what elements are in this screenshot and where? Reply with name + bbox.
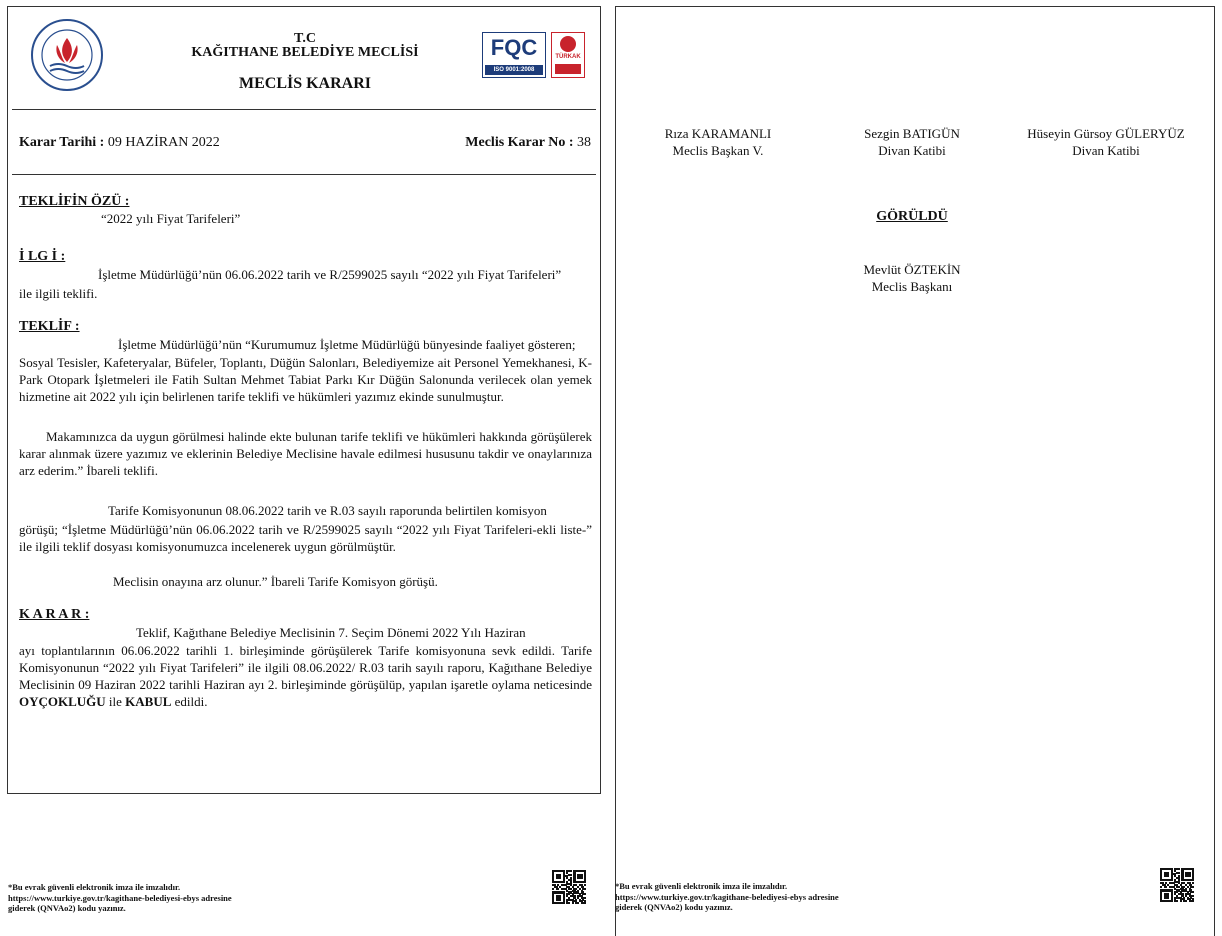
document-title: MECLİS KARARI [238, 75, 371, 92]
fqc-certification-logo [482, 32, 546, 78]
turkak-accreditation-logo [551, 32, 585, 78]
left-footer-line3: giderek (QNVAo2) kodu yazınız. [8, 903, 126, 913]
karar-rest [19, 642, 592, 710]
karar-ile: ile [108, 694, 122, 709]
signature-1-title: Meclis Başkan V. [672, 143, 764, 158]
karar-rest-text: ayı toplantılarının 06.06.2022 tarihli 1. birleşiminde görüşülerek Tarife komisyonuna sevk edildi. Tarife Komisyonunun “2022 yılı Fiyat Tarifeleri” ile ilgili 08.06.2022/ R.03 tarih sayılı raporu, Kağıthane Belediye Meclisinin 09 Haziran 2022 tarihli Haziran ayı 2. birleşiminde görüşülüp, yapılan işaretle oylama neticesinde [19, 643, 592, 692]
signature-2-title: Divan Katibi [878, 143, 946, 158]
header-divider [12, 109, 596, 110]
fqc-logo-text: FQC [490, 35, 538, 60]
karar-end: edildi. [174, 694, 208, 709]
komisyon-rest: görüşü; “İşletme Müdürlüğü’nün 06.06.2022 tarih ve R/2599025 sayılı “2022 yılı Fiyat Tarifeleri-ekli liste-” ile ilgili teklif dosyası komisyonumuzca incelenerek uygun görülmüştür. [19, 522, 592, 554]
ozu-text: “2022 yılı Fiyat Tarifeleri” [101, 211, 241, 226]
komisyon-end: Meclisin onayına arz olunur.” İbareli Tarife Komisyon görüşü. [113, 574, 438, 589]
turkak-text: TÜRKAK [555, 54, 581, 60]
ozu-heading: TEKLİFİN ÖZÜ : [19, 194, 130, 209]
karar-line1: Teklif, Kağıthane Belediye Meclisinin 7. Seçim Dönemi 2022 Yılı Haziran [136, 625, 526, 640]
ilgi-line2: ile ilgili teklifi. [19, 286, 98, 301]
signature-2-name: Sezgin BATIGÜN [864, 126, 960, 141]
signature-3-title: Divan Katibi [1072, 143, 1140, 158]
signature-rıza-karamanli [632, 125, 804, 159]
teklif-heading: TEKLİF : [19, 319, 80, 334]
karar-heading: K A R A R : [19, 607, 90, 622]
municipality-seal-logo [30, 18, 104, 92]
right-footer-line3: giderek (QNVAo2) kodu yazınız. [615, 902, 733, 912]
left-qr-code-icon [552, 870, 586, 904]
right-footer-line2: https://www.turkiye.gov.tr/kagithane-belediyesi-ebys adresine [615, 891, 839, 902]
karar-oycoklugu: OYÇOKLUĞU [19, 694, 106, 709]
decision-number-value: 38 [577, 135, 591, 150]
signature-huseyin-guleryuz [1010, 125, 1202, 159]
goruldu-heading: GÖRÜLDÜ [876, 209, 948, 224]
decision-date-label: Karar Tarihi : [19, 135, 105, 150]
signature-4-title: Meclis Başkanı [871, 279, 953, 294]
decision-date [19, 135, 220, 151]
right-qr-code-icon [1160, 868, 1194, 902]
signature-1-name: Rıza KARAMANLI [664, 126, 772, 141]
left-footer-line1: *Bu evrak güvenli elektronik imza ile imzalıdır. [8, 882, 181, 892]
karar-kabul: KABUL [125, 694, 172, 709]
signature-3-name: Hüseyin Gürsoy GÜLERYÜZ [1027, 126, 1185, 141]
teklif-p1-rest: Sosyal Tesisler, Kafeteryalar, Büfeler, Toplantı, Düğün Salonları, Belediyemize ait Personel Yemekhanesi, K-Park Otopark İşletmeleri ile Fatih Sultan Mehmet Tabiat Parkı Kır Düğün Salonunda verilecek olan yemek hizmetine ait 2022 yılı için belirlenen tarife teklifi ve hükümleri yazımız ekinde sunulmuştur. [19, 355, 592, 404]
left-footer-line2: https://www.turkiye.gov.tr/kagithane-belediyesi-ebys adresine [8, 892, 232, 903]
signature-mevlut-oztekin [812, 261, 1012, 295]
right-footer-line1: *Bu evrak güvenli elektronik imza ile imzalıdır. [615, 881, 788, 891]
decision-number [465, 135, 591, 151]
ilgi-heading: İ LG İ : [19, 249, 66, 264]
komisyon-line1: Tarife Komisyonunun 08.06.2022 tarih ve R.03 sayılı raporunda belirtilen komisyon [108, 503, 547, 518]
iso-label: ISO 9001:2008 [485, 65, 543, 75]
teklif-p2: Makamınızca da uygun görülmesi halinde ekte bulunan tarife teklifi ve hükümleri hakkında görüşülerek karar alınmak üzere yazımız ve eklerinin Belediye Meclisine havale edilmesi hususunu takdir ve onaylarınıza arz ederim.” İbareli teklifi. [19, 429, 592, 478]
meta-divider [12, 174, 596, 175]
right-footer-note [615, 881, 1035, 913]
ilgi-line1: İşletme Müdürlüğü’nün 06.06.2022 tarih ve R/2599025 sayılı “2022 yılı Fiyat Tarifeleri” [98, 267, 562, 282]
decision-number-label: Meclis Karar No : [465, 135, 574, 150]
decision-date-value: 09 HAZİRAN 2022 [107, 135, 220, 150]
signature-sezgin-batigun [826, 125, 998, 159]
teklif-p1-line1: İşletme Müdürlüğü’nün “Kurumumuz İşletme Müdürlüğü bünyesinde faaliyet gösteren; [118, 337, 576, 352]
header-institution: KAĞITHANE BELEDİYE MECLİSİ [191, 45, 419, 60]
signature-4-name: Mevlüt ÖZTEKİN [863, 262, 961, 277]
left-footer-note [8, 882, 428, 914]
header-tc: T.C [294, 31, 316, 46]
